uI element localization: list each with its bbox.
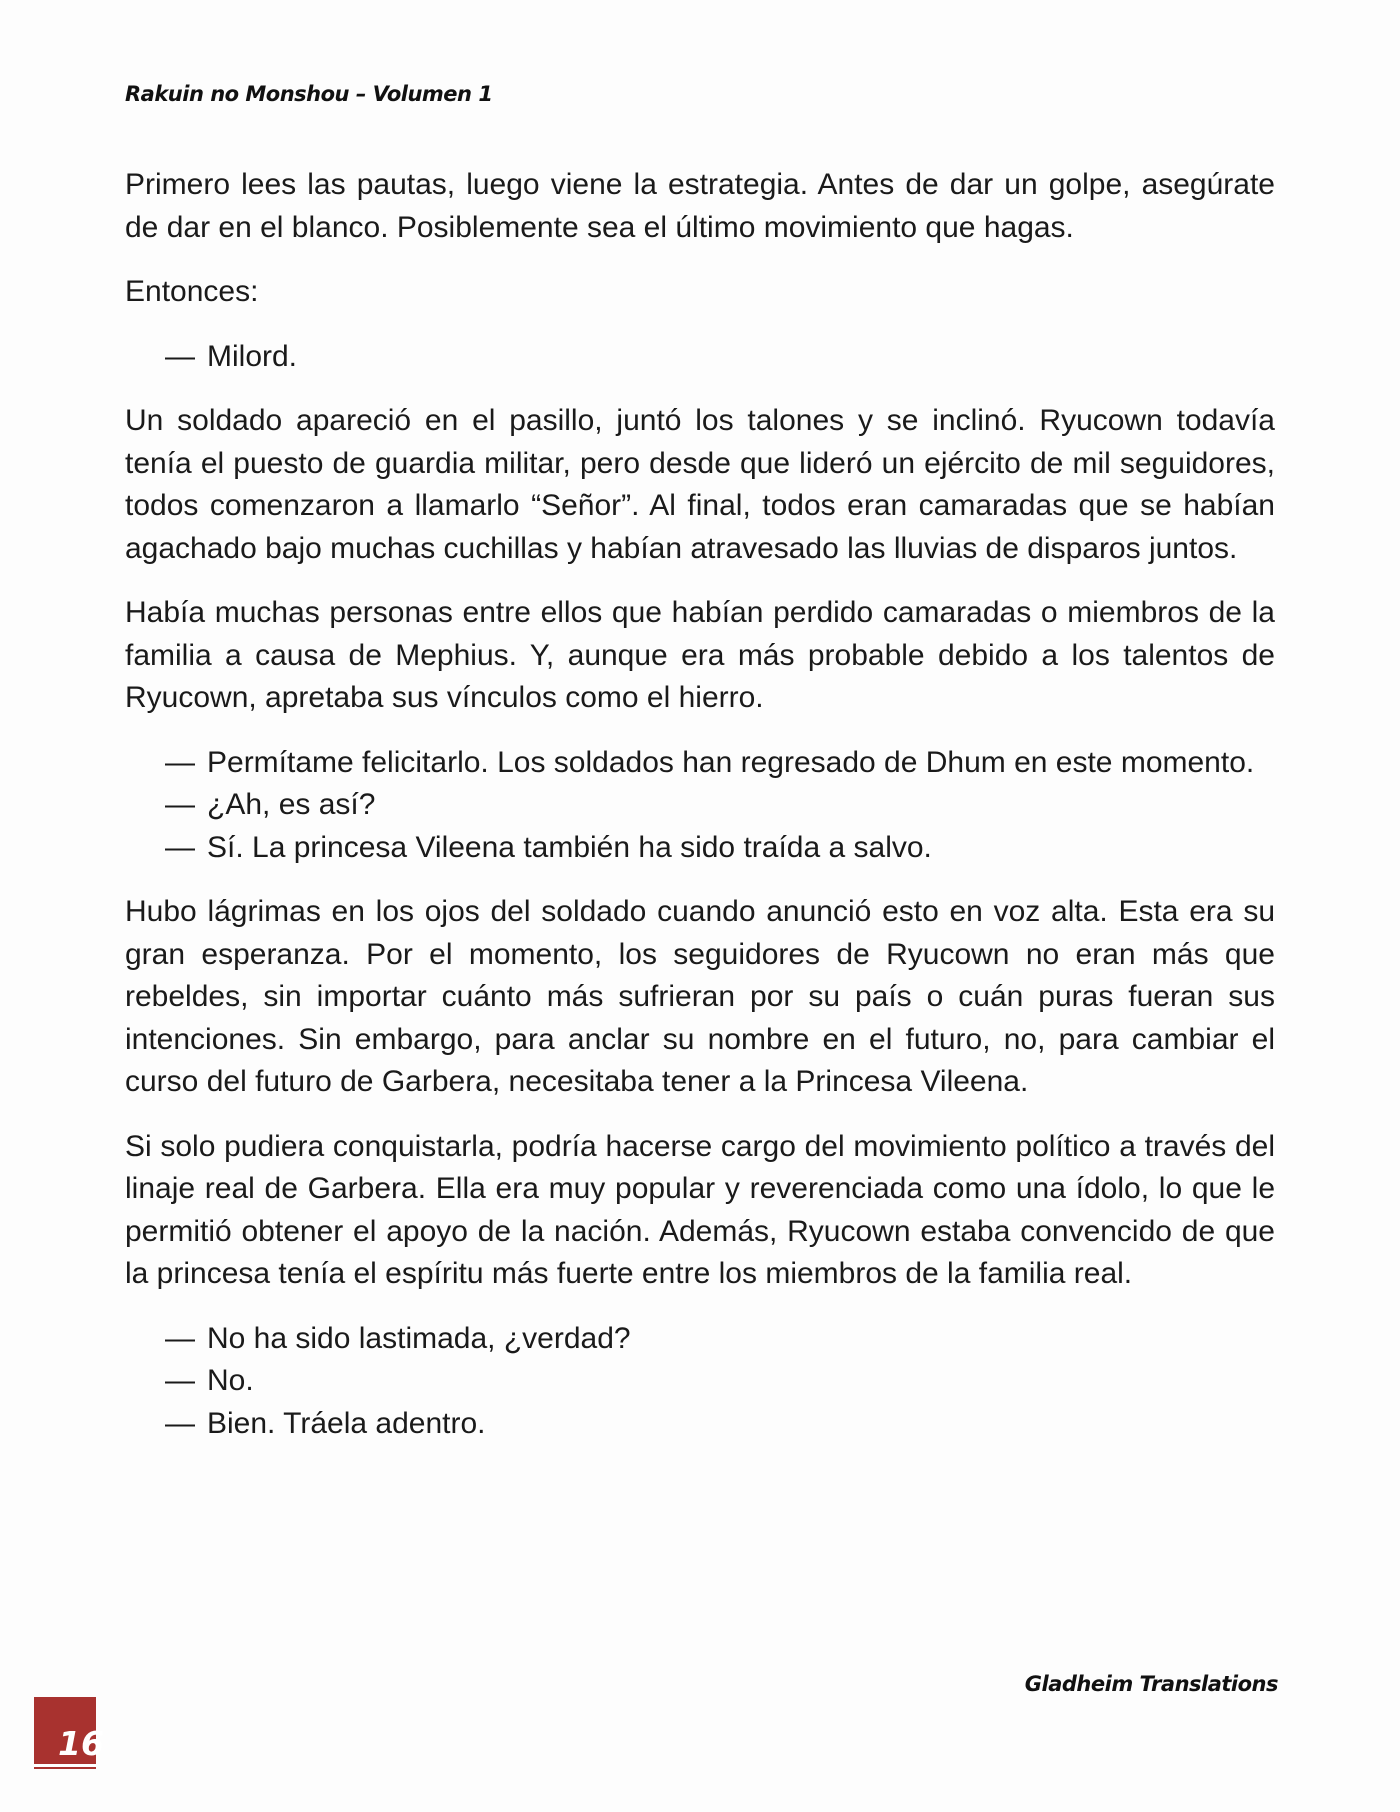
dialogue-text: Bien. Tráela adentro.: [207, 1406, 486, 1440]
body-text: [125, 164, 1275, 1467]
paragraph: Había muchas personas entre ellos que habían perdido camaradas o miembros de la familia a causa de Mephius. Y, aunque era más probable debido a los talentos de Ryucown, apretaba sus vínculos como el hierro.: [125, 596, 1275, 714]
dialogue-line: [165, 742, 1275, 785]
dialogue-dash: —: [165, 1321, 195, 1355]
dialogue-dash: —: [165, 788, 195, 821]
dialogue-dash: —: [165, 1406, 195, 1440]
dialogue-line: [165, 827, 1275, 870]
dialogue-text: ¿Ah, es así?: [207, 788, 376, 821]
page-number-box: [34, 1697, 104, 1769]
dialogue-dash: —: [165, 745, 195, 779]
dialogue-block: [125, 1318, 1275, 1446]
dialogue-text: No.: [207, 1364, 254, 1397]
dialogue-text: Sí. La princesa Vileena también ha sido traída a salvo.: [207, 830, 932, 864]
dialogue-dash: —: [165, 830, 195, 864]
dialogue-text: Permítame felicitarlo. Los soldados han regresado de Dhum en este momento.: [207, 745, 1255, 779]
paragraph: Un soldado apareció en el pasillo, juntó los talones y se inclinó. Ryucown todavía tenía el puesto de guardia militar, pero desde que lideró un ejército de mil seguidores, todos comenzaron a llamarlo “Señor”. Al final, todos eran camaradas que se habían agachado bajo muchas cuchillas y habían atravesado las lluvias de disparos juntos.: [125, 404, 1275, 565]
paragraph: Hubo lágrimas en los ojos del soldado cuando anunció esto en voz alta. Esta era su gran esperanza. Por el momento, los seguidores de Ryucown no eran más que rebeldes, sin importar cuánto más sufrieran por su país o cuán puras fueran sus intenciones. Sin embargo, para anclar su nombre en el futuro, no, para cambiar el curso del futuro de Garbera, necesitaba tener a la Princesa Vileena.: [125, 895, 1275, 1098]
dialogue-dash: —: [165, 1364, 195, 1397]
dialogue-text: Milord.: [207, 339, 298, 373]
page-number: 16: [58, 1724, 104, 1763]
dialogue-line: [165, 336, 1275, 379]
dialogue-text: No ha sido lastimada, ¿verdad?: [207, 1321, 631, 1355]
dialogue-line: [165, 1403, 1275, 1446]
dialogue-line: [165, 1318, 1275, 1361]
footer-credit: Gladheim Translations: [1024, 1672, 1278, 1696]
dialogue-line: [165, 784, 1275, 827]
paragraph: Si solo pudiera conquistarla, podría hacerse cargo del movimiento político a través del linaje real de Garbera. Ella era muy popular y reverenciada como una ídolo, lo que le permitió obtener el apoyo de la nación. Además, Ryucown estaba convencido de que la princesa tenía el espíritu más fuerte entre los miembros de la familia real.: [125, 1129, 1275, 1290]
running-header: Rakuin no Monshou – Volumen 1: [125, 82, 493, 106]
paragraph: Primero lees las pautas, luego viene la estrategia. Antes de dar un golpe, asegúrate de dar en el blanco. Posiblemente sea el último movimiento que hagas.: [125, 168, 1275, 244]
dialogue-block: [125, 336, 1275, 379]
paragraph: Entonces:: [125, 275, 259, 308]
dialogue-line: [165, 1360, 1275, 1403]
dialogue-dash: —: [165, 339, 195, 373]
dialogue-block: [125, 742, 1275, 870]
page-number-underline: [34, 1764, 96, 1767]
